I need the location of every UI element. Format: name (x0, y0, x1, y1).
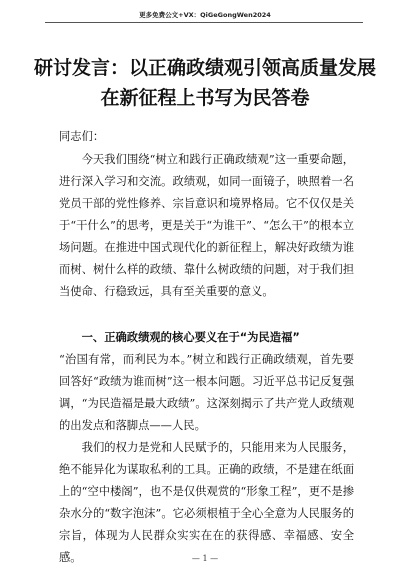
page-number: — 1 — (191, 554, 219, 563)
salutation: 同志们： (59, 130, 105, 143)
paragraph-section-1-b: 我们的权力是党和人民赋予的，只能用来为人民服务，绝不能异化为谋取私利的工具。正确的政绩，不是建在纸面上的“空中楼阁”，也不是仅供观赏的“形象工程”，更不是掺杂水分的“数字泡沫”。它必须根植于全心全意为人民服务的宗旨，体现为人民群众实实在在的获得感、幸福感、安全感。 (59, 441, 354, 564)
header-note: 更多免费公文+VX：QiGeGongWen2024 (139, 11, 271, 19)
paragraph-intro: 今天我们围绕“树立和践行正确政绩观”这一重要命题，进行深入学习和交流。政绩观，如同一面镜子，映照着一名党员干部的党性修养、宗旨意识和境界格局。它不仅仅是关于“干什么”的思考，更是关于“为谁干”、“怎么干”的根本立场问题。在推进中国式现代化的新征程上，解决好政绩为谁而树、树什么样的政绩、靠什么树政绩的问题，对于我们担当使命、行稳致远，具有至关重要的意义。 (59, 153, 354, 298)
header-divider (45, 22, 363, 23)
paragraph-section-1: “治国有常，而利民为本。”树立和践行正确政绩观，首先要回答好“政绩为谁而树”这一根本问题。习近平总书记反复强调，“为民造福是最大政绩”。这深刻揭示了共产党人政绩观的出发点和落脚点——人民。 (59, 353, 354, 432)
section-heading-1: 一、正确政绩观的核心要义在于“为民造福” (81, 331, 300, 344)
document-title-line-1: 研讨发言：以正确政绩观引领高质量发展 (33, 57, 376, 79)
document-title-line-2: 在新征程上书写为民答卷 (100, 87, 310, 109)
